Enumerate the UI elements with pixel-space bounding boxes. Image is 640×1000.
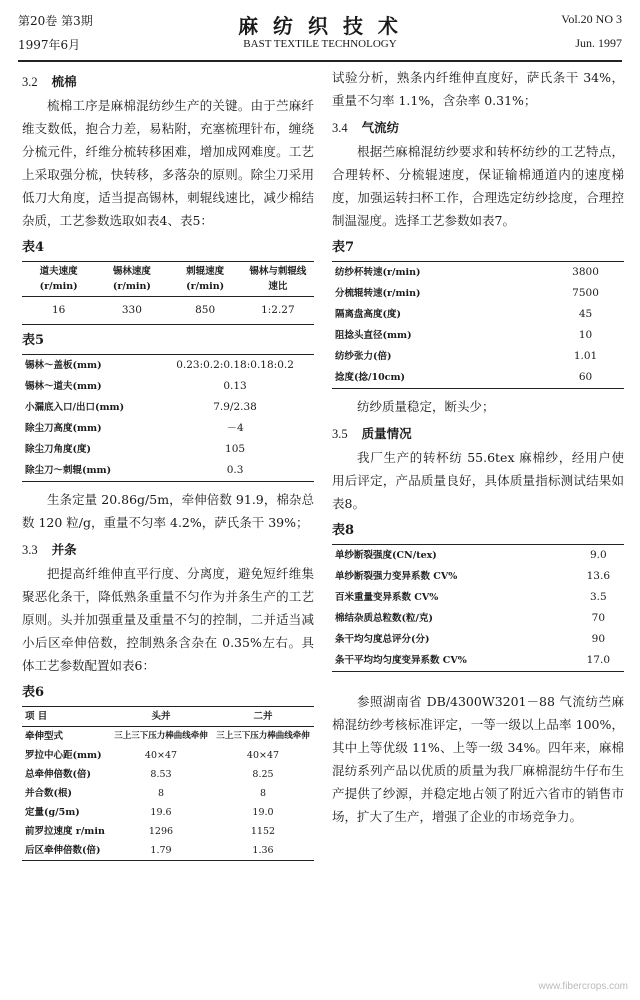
table-7-caption: 表7 (332, 240, 355, 255)
table-row: 总牵伸倍数(倍) 8.53 8.25 (25, 769, 274, 780)
table-row: 后区牵伸倍数(倍) 1.79 1.36 (25, 845, 274, 856)
journal-title-en: BAST TEXTILE TECHNOLOGY (243, 38, 397, 50)
date-en: Jun. 1997 (575, 36, 622, 50)
table-6 (22, 706, 314, 861)
table-4-caption: 表4 (22, 240, 45, 255)
table-row: 除尘刀～刺辊(mm) 0.3 (25, 464, 244, 476)
table-row: 条干平均均匀度变异系数 CV% 17.0 (335, 654, 611, 666)
table-row: 锡林～道夫(mm) 0.13 (25, 380, 247, 392)
table-row: 牵伸型式 三上三下压力棒曲线牵伸 三上三下压力棒曲线牵伸 (25, 731, 310, 742)
table-row: 分梳辊转速(r/min) 7500 (335, 287, 599, 299)
table-7 (332, 261, 624, 389)
section-3-5-paragraph: 我厂生产的转杯纺 55.6tex 麻棉纱，经用户使用后评定，产品质量良好，具体质量指标测试结果如表8。 (332, 450, 624, 511)
table-header: 头并 (110, 707, 212, 727)
table-row: 棉结杂质总粒数(粒/克) 70 (335, 612, 606, 624)
section-3-5-heading: 3.5 质量情况 (332, 426, 412, 441)
table-row: 锡林～盖板(mm) 0.23:0.2:0.18:0.18:0.2 (25, 359, 294, 371)
table-5 (22, 354, 314, 482)
table-row: 阻捻头直径(mm) 10 (335, 329, 593, 341)
table-header: 项 目 (22, 707, 110, 727)
section-3-3-result: 试验分析，熟条内纤维伸直度好，萨氏条干 34%，重量不匀率 1.1%，含杂率 0.31%； (332, 70, 624, 108)
section-3-3-heading: 3.3 并条 (22, 542, 77, 557)
section-3-2-heading: 3.2 梳棉 (22, 74, 77, 89)
table-row: 单纱断裂强力变异系数 CV% 13.6 (335, 570, 611, 582)
section-3-4-paragraph: 根据苎麻棉混纺纱要求和转杯纺纱的工艺特点，合理转杯、分梳辊速度，保证输棉通道内的速度梯度，加强运转扫杯工作，合理选定纺纱捻度，合理控制温湿度。选择工艺参数如表7。 (332, 144, 624, 228)
table-row: 纺纱杯转速(r/min) 3800 (335, 266, 599, 278)
table-row: 除尘刀高度(mm) －4 (25, 422, 244, 434)
table-header: 道夫速度(r/min) (22, 262, 95, 297)
table-row: 定量(g/5m) 19.6 19.0 (25, 807, 274, 818)
table-row: 纺纱张力(倍) 1.01 (335, 350, 598, 362)
volume-issue-cn: 第20卷 第3期 (18, 14, 93, 28)
section-3-5-conclusion: 参照湖南省 DB/4300W3201－88 气流纺苎麻棉混纺纱考核标准评定，一等一级以上品率 100%，其中上等优级 11%、上等一级 34%。四年来，麻棉混纺系列产品以优质的质量为我厂麻棉混纺牛仔布生产提供了纱源，并稳定地占领了附近六省市的销售市场，扩大了生产，增强了企业的市场竞争力。 (332, 694, 624, 824)
section-3-3-paragraph: 把提高纤维伸直平行度、分离度，避免短纤维集聚恶化条干，降低熟条重量不匀作为并条生产的工艺原则。头并加强重量及重量不匀的控制，二并适当减小后区牵伸倍数，控制熟条含杂在 0.35%左右。具体工艺参数配置如表6： (22, 566, 314, 673)
table-8-caption: 表8 (332, 523, 355, 538)
volume-issue-en: Vol.20 NO 3 (561, 12, 622, 26)
table-row: 隔离盘高度(度) 45 (335, 308, 593, 320)
header-rule (18, 60, 622, 62)
table-row: 小漏底入口/出口(mm) 7.9/2.38 (25, 401, 257, 413)
table-row: 捻度(捻/10cm) 60 (335, 371, 593, 383)
table-6-caption: 表6 (22, 685, 45, 700)
table-row: 除尘刀角度(度) 105 (25, 443, 246, 455)
page-header (18, 8, 622, 58)
section-3-4-result: 纺纱质量稳定，断头少； (357, 399, 495, 414)
table-header: 刺辊速度(r/min) (169, 262, 242, 297)
section-3-2-paragraph: 梳棉工序是麻棉混纺纱生产的关键。由于苎麻纤维支数低，抱合力差，易粘附，充塞梳理针布，缠绕分梳元件，纤维分梳转移困难，增加成网难度。工艺上采取强分梳，快转移，多落杂的原则。除尘刀采用低刀大角度，适当提高锡林，刺辊线速比，减少棉结杂质，工艺参数选取如表4、表5： (22, 98, 314, 228)
watermark: www.fibercrops.com (538, 981, 628, 992)
table-8 (332, 544, 624, 672)
table-4 (22, 261, 314, 325)
table-row: 条干均匀度总评分(分) 90 (335, 633, 606, 645)
table-header: 锡林与刺辊线速比 (242, 262, 314, 297)
table-row: 前罗拉速度 r/min 1296 1152 (25, 826, 276, 837)
right-column (332, 66, 624, 828)
date-cn: 1997年6月 (18, 38, 81, 52)
table-header: 二并 (212, 707, 314, 727)
table-row: 百米重量变异系数 CV% 3.5 (335, 591, 607, 603)
journal-title-cn: 麻 纺 织 技 术 (238, 14, 402, 38)
section-3-2-result: 生条定量 20.86g/5m，牵伸倍数 91.9，棉杂总数 120 粒/g，重量不匀率 4.2%，萨氏条干 39%； (22, 492, 314, 530)
table-row: 单纱断裂强度(CN/tex) 9.0 (335, 549, 607, 561)
table-row: 并合数(根) 8 8 (25, 788, 267, 799)
table-row: 罗拉中心距(mm) 40×47 40×47 (25, 750, 280, 761)
left-column (22, 66, 314, 861)
table-row: 16 330 850 1:2.27 (51, 304, 295, 316)
table-5-caption: 表5 (22, 333, 45, 348)
table-header: 锡林速度(r/min) (95, 262, 168, 297)
section-3-4-heading: 3.4 气流纺 (332, 120, 400, 135)
